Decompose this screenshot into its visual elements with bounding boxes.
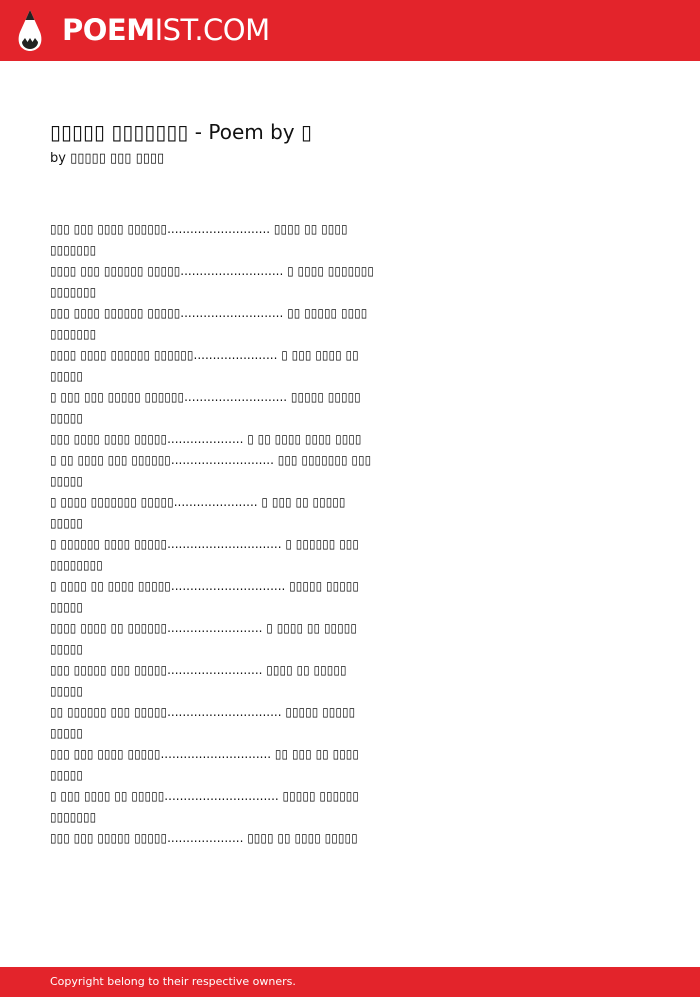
poem-line: ▯▯ ▯▯▯▯▯▯ ▯▯▯ ▯▯▯▯▯.............................. ▯▯▯▯▯ ▯▯▯▯▯ ▯▯▯▯▯ xyxy=(50,705,356,740)
site-logo[interactable] xyxy=(62,12,270,48)
poem-line: ▯▯▯ ▯▯▯▯ ▯▯▯▯ ▯▯▯▯▯.................... ▯ ▯▯ ▯▯▯▯ ▯▯▯▯ ▯▯▯▯ xyxy=(50,432,362,446)
copyright-text: Copyright belong to their respective owners. xyxy=(50,975,296,988)
poem-line: ▯▯▯ ▯▯▯ ▯▯▯▯▯ ▯▯▯▯▯.................... ▯▯▯▯ ▯▯ ▯▯▯▯ ▯▯▯▯▯ xyxy=(50,831,358,845)
poem-line: ▯ ▯▯▯▯ ▯▯ ▯▯▯▯ ▯▯▯▯▯.............................. ▯▯▯▯▯ ▯▯▯▯▯ ▯▯▯▯▯ xyxy=(50,579,360,614)
poem-body xyxy=(50,219,380,849)
site-header xyxy=(0,0,700,61)
logo-bold-text: POEM xyxy=(62,13,155,47)
poem-line: ▯▯▯▯ ▯▯▯ ▯▯▯▯▯▯ ▯▯▯▯▯........................... ▯ ▯▯▯▯ ▯▯▯▯▯▯▯ ▯▯▯▯▯▯▯ xyxy=(50,264,374,299)
poem-line: ▯▯▯ ▯▯▯▯▯ ▯▯▯ ▯▯▯▯▯......................... ▯▯▯▯ ▯▯ ▯▯▯▯▯ ▯▯▯▯▯ xyxy=(50,663,347,698)
poem-line: ▯▯▯▯ ▯▯▯▯ ▯▯ ▯▯▯▯▯▯......................... ▯ ▯▯▯▯ ▯▯ ▯▯▯▯▯ ▯▯▯▯▯ xyxy=(50,621,357,656)
poem-author: by ▯▯▯▯▯ ▯▯▯ ▯▯▯▯ xyxy=(50,151,165,166)
poem-title: ▯▯▯▯▯ ▯▯▯▯▯▯▯ - Poem by ▯ xyxy=(50,120,312,144)
poem-line: ▯ ▯▯▯ ▯▯▯ ▯▯▯▯▯ ▯▯▯▯▯▯........................... ▯▯▯▯▯ ▯▯▯▯▯ ▯▯▯▯▯ xyxy=(50,390,361,425)
poem-line: ▯▯▯▯ ▯▯▯▯ ▯▯▯▯▯▯ ▯▯▯▯▯▯...................... ▯ ▯▯▯ ▯▯▯▯ ▯▯ ▯▯▯▯▯ xyxy=(50,348,359,383)
poem-line: ▯ ▯▯▯ ▯▯▯▯ ▯▯ ▯▯▯▯▯.............................. ▯▯▯▯▯ ▯▯▯▯▯▯ ▯▯▯▯▯▯▯ xyxy=(50,789,360,824)
poem-line: ▯ ▯▯ ▯▯▯▯ ▯▯▯ ▯▯▯▯▯▯........................... ▯▯▯ ▯▯▯▯▯▯▯ ▯▯▯ ▯▯▯▯▯ xyxy=(50,453,372,488)
pencil-tip-icon[interactable] xyxy=(17,9,43,56)
poem-line: ▯ ▯▯▯▯ ▯▯▯▯▯▯▯ ▯▯▯▯▯...................... ▯ ▯▯▯ ▯▯ ▯▯▯▯▯ ▯▯▯▯▯ xyxy=(50,495,346,530)
poem-line: ▯▯▯ ▯▯▯ ▯▯▯▯ ▯▯▯▯▯▯........................... ▯▯▯▯ ▯▯ ▯▯▯▯ ▯▯▯▯▯▯▯ xyxy=(50,222,348,257)
logo-light-text: IST.COM xyxy=(154,13,270,47)
site-footer xyxy=(0,967,700,997)
poem-line: ▯▯▯ ▯▯▯ ▯▯▯▯ ▯▯▯▯▯............................. ▯▯ ▯▯▯ ▯▯ ▯▯▯▯ ▯▯▯▯▯ xyxy=(50,747,360,782)
poem-line: ▯▯▯ ▯▯▯▯ ▯▯▯▯▯▯ ▯▯▯▯▯........................... ▯▯ ▯▯▯▯▯ ▯▯▯▯ ▯▯▯▯▯▯▯ xyxy=(50,306,368,341)
poem-line: ▯ ▯▯▯▯▯▯ ▯▯▯▯ ▯▯▯▯▯.............................. ▯ ▯▯▯▯▯▯ ▯▯▯ ▯▯▯▯▯▯▯▯ xyxy=(50,537,360,572)
